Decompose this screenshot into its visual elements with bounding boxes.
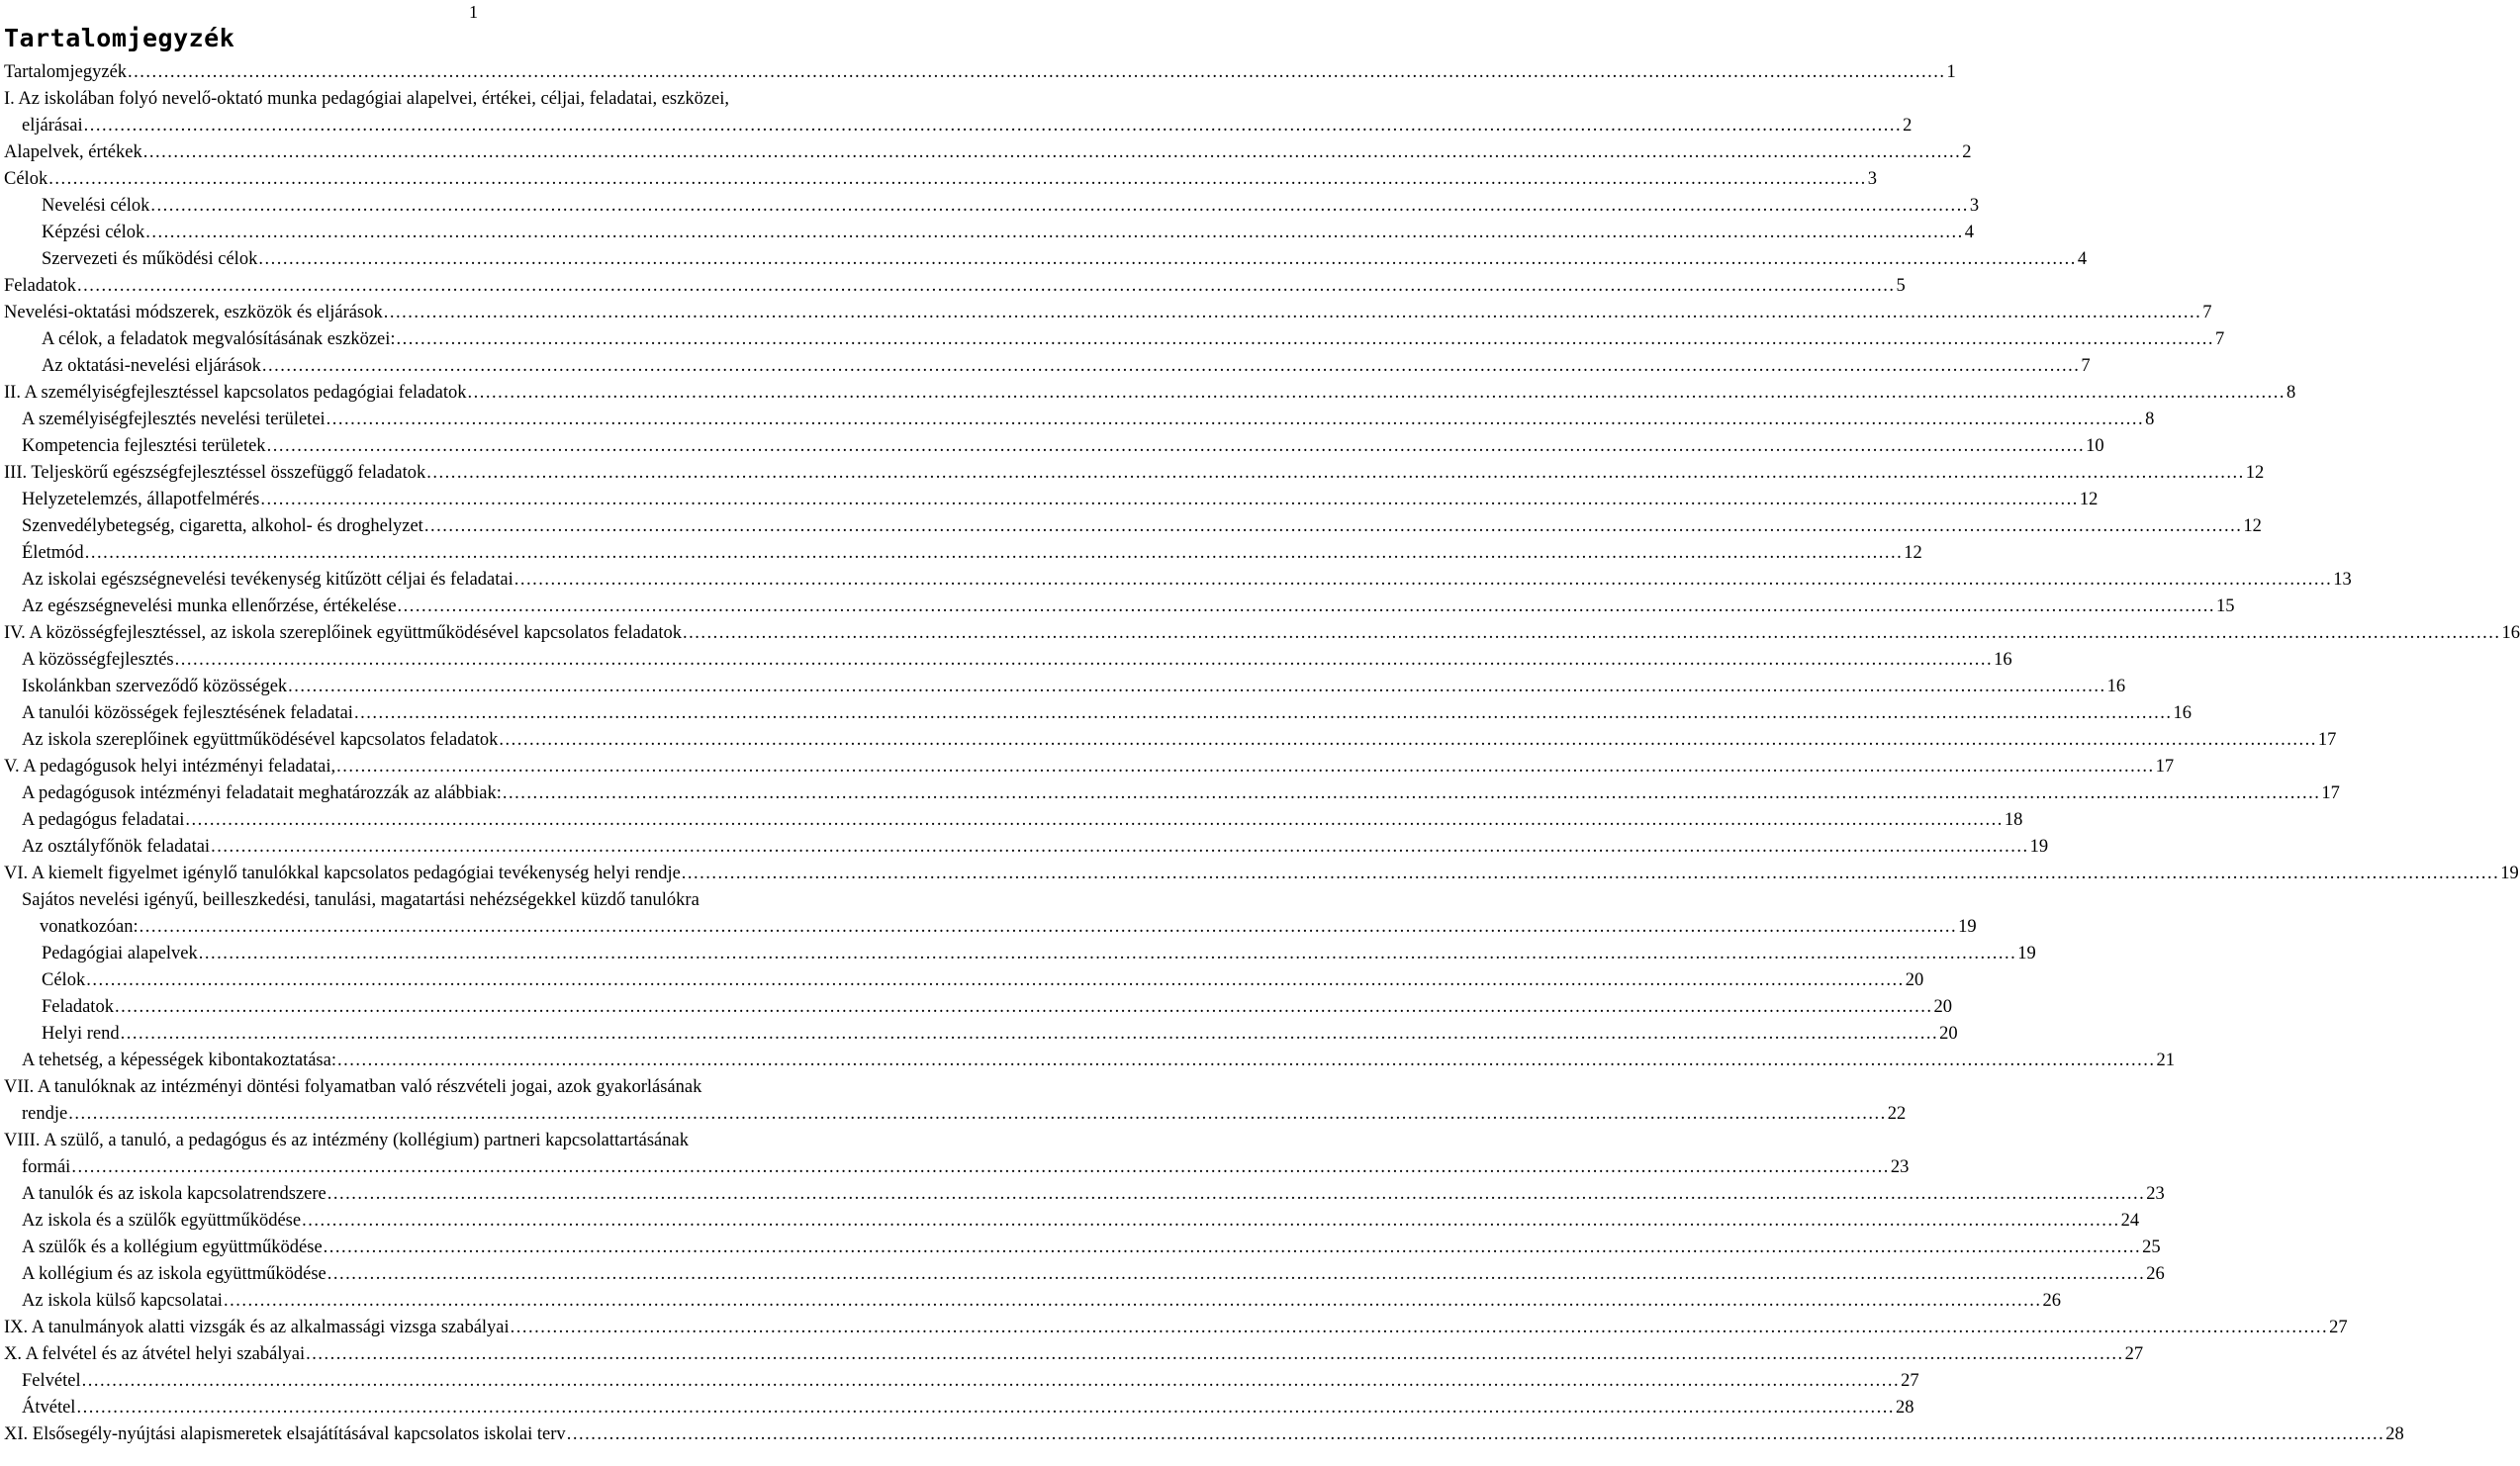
toc-entry-page: 7 <box>2215 329 2225 349</box>
dot-leader: ............................................................................................................................................................................................................................................................................................................ <box>86 970 1905 990</box>
toc-entry-page: 1 <box>1946 62 1956 82</box>
dot-leader: ............................................................................................................................................................................................................................................................................................................ <box>211 837 2029 857</box>
toc-entry-title: Tartalomjegyzék <box>4 62 128 82</box>
toc-entry-page: 19 <box>2029 837 2049 857</box>
toc-entry-page: 26 <box>2146 1264 2165 1284</box>
dot-leader: ............................................................................................................................................................................................................................................................................................................ <box>423 516 2243 536</box>
dot-leader: ............................................................................................................................................................................................................................................................................................................ <box>76 276 1896 296</box>
dot-leader: ............................................................................................................................................................................................................................................................................................................ <box>323 1237 2142 1257</box>
toc-entry-page: 21 <box>2156 1051 2175 1070</box>
dot-leader: ............................................................................................................................................................................................................................................................................................................ <box>499 730 2317 750</box>
dot-leader: ............................................................................................................................................................................................................................................................................................................ <box>397 596 2216 616</box>
toc-entry[interactable] <box>0 326 2225 353</box>
dot-leader: ............................................................................................................................................................................................................................................................................................................ <box>68 1104 1887 1124</box>
table-of-contents <box>0 59 2520 1448</box>
toc-entry-page: 12 <box>2245 463 2265 483</box>
toc-entry-title: X. A felvétel és az átvétel helyi szabályai <box>4 1344 306 1364</box>
toc-entry-page: 26 <box>2042 1291 2061 1311</box>
toc-entry-page: 17 <box>2155 757 2175 777</box>
toc-entry-page: 17 <box>2321 783 2340 803</box>
toc-entry-title: Sajátos nevelési igényű, beilleszkedési, tanulási, magatartási nehézségekkel küzdő tanulókra <box>22 890 700 910</box>
toc-entry-title: III. Teljeskörű egészségfejlesztéssel összefüggő feladatok <box>4 463 426 483</box>
dot-leader: ............................................................................................................................................................................................................................................................................................................ <box>566 1424 2385 1444</box>
toc-entry-page: 27 <box>2329 1318 2348 1337</box>
dot-leader: ............................................................................................................................................................................................................................................................................................................ <box>185 810 2004 830</box>
toc-entry[interactable] <box>0 139 1972 166</box>
toc-entry[interactable] <box>0 433 2104 460</box>
toc-entry-title: A személyiségfejlesztés nevelési területei <box>22 410 326 429</box>
toc-entry[interactable] <box>0 246 2088 273</box>
toc-entry-title: A tanulók és az iskola kapcsolatrendszere <box>22 1184 327 1204</box>
toc-entry[interactable] <box>0 1235 2161 1261</box>
dot-leader: ............................................................................................................................................................................................................................................................................................................ <box>683 623 2501 643</box>
toc-entry[interactable] <box>0 1341 2144 1368</box>
toc-entry-title: Életmód <box>22 543 84 563</box>
toc-entry[interactable] <box>0 807 2023 834</box>
toc-entry-title: Az osztályfőnök feladatai <box>22 837 211 857</box>
toc-entry-page: 13 <box>2333 570 2352 590</box>
toc-entry[interactable] <box>0 300 2212 326</box>
toc-entry[interactable] <box>0 567 2352 594</box>
toc-entry-page: 20 <box>1933 997 1952 1017</box>
toc-entry[interactable] <box>0 1261 2165 1288</box>
dot-leader: ............................................................................................................................................................................................................................................................................................................ <box>76 1398 1895 1418</box>
toc-entry-title-continued: vonatkozóan: <box>40 917 139 937</box>
dot-leader: ............................................................................................................................................................................................................................................................................................................ <box>260 490 2079 509</box>
toc-entry-page: 19 <box>2500 864 2519 883</box>
toc-entry[interactable] <box>0 780 2340 807</box>
toc-entry-title: Célok <box>42 970 86 990</box>
toc-entry-page: 12 <box>1904 543 1922 563</box>
toc-entry[interactable] <box>0 1021 1958 1048</box>
dot-leader: ............................................................................................................................................................................................................................................................................................................ <box>114 997 1933 1017</box>
toc-entry-page: 2 <box>1903 116 1913 136</box>
toc-entry[interactable] <box>0 727 2337 754</box>
toc-entry-page: 3 <box>1969 196 1980 216</box>
toc-entry-title: A pedagógus feladatai <box>22 810 185 830</box>
toc-entry-page: 20 <box>1905 970 1924 990</box>
toc-entry-title: A célok, a feladatok megvalósításának eszközei: <box>42 329 396 349</box>
dot-leader: ............................................................................................................................................................................................................................................................................................................ <box>306 1344 2124 1364</box>
toc-entry-title: Helyzetelemzés, állapotfelmérés <box>22 490 260 509</box>
toc-entry-page: 24 <box>2120 1211 2140 1231</box>
toc-entry-title: VIII. A szülő, a tanuló, a pedagógus és az intézmény (kollégium) partneri kapcsolattartásának <box>4 1131 689 1150</box>
toc-entry-title: Az iskolai egészségnevelési tevékenység kitűzött céljai és feladatai <box>22 570 513 590</box>
toc-entry[interactable] <box>0 1288 2061 1315</box>
toc-entry-title: Célok <box>4 169 48 189</box>
toc-entry-title: A szülők és a kollégium együttműködése <box>22 1237 323 1257</box>
dot-leader: ............................................................................................................................................................................................................................................................................................................ <box>383 303 2202 322</box>
dot-leader: ............................................................................................................................................................................................................................................................................................................ <box>198 944 2017 963</box>
toc-entry-title: Az egészségnevelési munka ellenőrzése, értékelése <box>22 596 397 616</box>
toc-entry-title: V. A pedagógusok helyi intézményi feladatai, <box>4 757 336 777</box>
toc-entry[interactable] <box>0 754 2175 780</box>
toc-entry-page: 18 <box>2004 810 2023 830</box>
toc-entry[interactable] <box>0 380 2296 407</box>
toc-entry-title: VI. A kiemelt figyelmet igénylő tanulókkal kapcsolatos pedagógiai tevékenység helyi rendje <box>4 864 681 883</box>
toc-entry-page: 23 <box>2146 1184 2165 1204</box>
toc-entry-title: A közösségfejlesztés <box>22 650 174 670</box>
toc-entry[interactable] <box>0 1395 1914 1421</box>
dot-leader: ............................................................................................................................................................................................................................................................................................................ <box>467 383 2286 403</box>
page-number: 1 <box>469 2 478 22</box>
toc-entry[interactable] <box>0 967 1924 994</box>
toc-entry-page: 16 <box>2173 703 2192 723</box>
toc-entry[interactable] <box>0 1074 1907 1128</box>
dot-leader: ............................................................................................................................................................................................................................................................................................................ <box>681 864 2500 883</box>
dot-leader: ............................................................................................................................................................................................................................................................................................................ <box>83 116 1903 136</box>
toc-entry-page: 16 <box>1994 650 2012 670</box>
dot-leader: ............................................................................................................................................................................................................................................................................................................ <box>302 1211 2120 1231</box>
dot-leader: ............................................................................................................................................................................................................................................................................................................ <box>510 1318 2329 1337</box>
toc-entry[interactable] <box>0 674 2126 700</box>
toc-entry-title: Helyi rend <box>42 1024 120 1044</box>
toc-entry[interactable] <box>0 1208 2140 1235</box>
toc-entry-title: Feladatok <box>42 997 114 1017</box>
dot-leader: ............................................................................................................................................................................................................................................................................................................ <box>48 169 1867 189</box>
dot-leader: ............................................................................................................................................................................................................................................................................................................ <box>139 917 1958 937</box>
toc-entry[interactable] <box>0 700 2192 727</box>
toc-entry-page: 12 <box>2243 516 2262 536</box>
toc-entry[interactable] <box>0 1368 1919 1395</box>
toc-entry-title: VII. A tanulóknak az intézményi döntési folyamatban való részvételi jogai, azok gyakorlásának <box>4 1077 702 1097</box>
dot-leader: ............................................................................................................................................................................................................................................................................................................ <box>150 196 1969 216</box>
toc-entry-title: Az iskola szereplőinek együttműködésével kapcsolatos feladatok <box>22 730 499 750</box>
toc-entry-page: 22 <box>1887 1104 1907 1124</box>
toc-entry-title: Pedagógiai alapelvek <box>42 944 198 963</box>
dot-leader: ............................................................................................................................................................................................................................................................................................................ <box>327 1264 2146 1284</box>
toc-entry-page: 7 <box>2202 303 2212 322</box>
dot-leader: ............................................................................................................................................................................................................................................................................................................ <box>513 570 2333 590</box>
toc-entry-title-continued: formái <box>22 1157 71 1177</box>
toc-entry-title: XI. Elsősegély-nyújtási alapismeretek elsajátításával kapcsolatos iskolai terv <box>4 1424 566 1444</box>
toc-entry[interactable] <box>0 513 2262 540</box>
toc-entry-page: 7 <box>2081 356 2091 376</box>
dot-leader: ............................................................................................................................................................................................................................................................................................................ <box>145 223 1964 242</box>
toc-title: Tartalomjegyzék <box>4 24 235 52</box>
toc-entry[interactable] <box>0 540 1922 567</box>
toc-entry-title: A tanulói közösségek fejlesztésének feladatai <box>22 703 353 723</box>
dot-leader: ............................................................................................................................................................................................................................................................................................................ <box>336 757 2155 777</box>
dot-leader: ............................................................................................................................................................................................................................................................................................................ <box>288 677 2106 696</box>
toc-entry[interactable] <box>0 1048 2175 1074</box>
toc-entry[interactable] <box>0 1181 2165 1208</box>
toc-entry-page: 16 <box>2501 623 2520 643</box>
toc-entry-page: 4 <box>2077 249 2088 269</box>
toc-entry[interactable] <box>0 834 2049 861</box>
toc-entry[interactable] <box>0 887 1977 941</box>
dot-leader: ............................................................................................................................................................................................................................................................................................................ <box>353 703 2173 723</box>
toc-entry-page: 2 <box>1962 142 1972 162</box>
dot-leader: ............................................................................................................................................................................................................................................................................................................ <box>396 329 2215 349</box>
toc-entry-page: 17 <box>2317 730 2337 750</box>
dot-leader: ............................................................................................................................................................................................................................................................................................................ <box>142 142 1962 162</box>
toc-entry[interactable] <box>0 407 2155 433</box>
toc-entry-title: Feladatok <box>4 276 76 296</box>
toc-entry-page: 15 <box>2216 596 2235 616</box>
toc-entry-page: 5 <box>1896 276 1906 296</box>
toc-entry-page: 16 <box>2106 677 2126 696</box>
toc-entry[interactable] <box>0 487 2099 513</box>
dot-leader: ............................................................................................................................................................................................................................................................................................................ <box>337 1051 2156 1070</box>
toc-entry-page: 8 <box>2145 410 2155 429</box>
toc-entry-title: IV. A közösségfejlesztéssel, az iskola szereplőinek együttműködésével kapcsolatos feladatok <box>4 623 682 643</box>
dot-leader: ............................................................................................................................................................................................................................................................................................................ <box>223 1291 2042 1311</box>
dot-leader: ............................................................................................................................................................................................................................................................................................................ <box>327 1184 2146 1204</box>
toc-entry-page: 28 <box>1895 1398 1914 1418</box>
toc-entry-page: 28 <box>2385 1424 2404 1444</box>
toc-entry[interactable] <box>0 620 2520 647</box>
toc-entry-page: 19 <box>2017 944 2036 963</box>
toc-entry[interactable] <box>0 59 1956 86</box>
toc-entry[interactable] <box>0 193 1980 220</box>
toc-entry-page: 19 <box>1958 917 1977 937</box>
toc-entry-title: II. A személyiségfejlesztéssel kapcsolatos pedagógiai feladatok <box>4 383 467 403</box>
toc-entry-page: 12 <box>2079 490 2099 509</box>
toc-entry-title-continued: rendje <box>22 1104 68 1124</box>
toc-entry-title: A tehetség, a képességek kibontakoztatása: <box>22 1051 336 1070</box>
toc-entry-title: Nevelési célok <box>42 196 150 216</box>
toc-entry-title: Szervezeti és működési célok <box>42 249 258 269</box>
toc-entry[interactable] <box>0 941 2036 967</box>
toc-entry-page: 27 <box>1901 1371 1919 1391</box>
toc-entry[interactable] <box>0 994 1952 1021</box>
toc-entry[interactable] <box>0 1421 2404 1448</box>
toc-entry[interactable] <box>0 220 1975 246</box>
toc-entry[interactable] <box>0 86 1913 139</box>
dot-leader: ............................................................................................................................................................................................................................................................................................................ <box>174 650 1994 670</box>
dot-leader: ............................................................................................................................................................................................................................................................................................................ <box>258 249 2077 269</box>
dot-leader: ............................................................................................................................................................................................................................................................................................................ <box>426 463 2245 483</box>
toc-entry[interactable] <box>0 594 2235 620</box>
dot-leader: ............................................................................................................................................................................................................................................................................................................ <box>326 410 2145 429</box>
toc-entry-title-continued: eljárásai <box>22 116 83 136</box>
toc-entry-page: 23 <box>1890 1157 1910 1177</box>
toc-entry-page: 10 <box>2086 436 2104 456</box>
toc-entry-page: 8 <box>2286 383 2296 403</box>
dot-leader: ............................................................................................................................................................................................................................................................................................................ <box>261 356 2081 376</box>
dot-leader: ............................................................................................................................................................................................................................................................................................................ <box>71 1157 1890 1177</box>
toc-entry-title: Képzési célok <box>42 223 145 242</box>
dot-leader: ............................................................................................................................................................................................................................................................................................................ <box>120 1024 1939 1044</box>
dot-leader: ............................................................................................................................................................................................................................................................................................................ <box>128 62 1946 82</box>
toc-entry-title: Átvétel <box>22 1398 76 1418</box>
toc-entry-page: 27 <box>2124 1344 2144 1364</box>
toc-entry[interactable] <box>0 861 2519 887</box>
toc-entry[interactable] <box>0 1315 2348 1341</box>
toc-entry-title: A pedagógusok intézményi feladatait meghatározzák az alábbiak: <box>22 783 502 803</box>
toc-entry-title: Nevelési-oktatási módszerek, eszközök és eljárások <box>4 303 383 322</box>
toc-entry-title: I. Az iskolában folyó nevelő-oktató munka pedagógiai alapelvei, értékei, céljai, feladatai, eszközei, <box>4 89 730 109</box>
toc-entry-page: 3 <box>1867 169 1877 189</box>
toc-entry-title: Felvétel <box>22 1371 81 1391</box>
dot-leader: ............................................................................................................................................................................................................................................................................................................ <box>84 543 1904 563</box>
toc-entry-title: A kollégium és az iskola együttműködése <box>22 1264 327 1284</box>
toc-entry-page: 25 <box>2142 1237 2161 1257</box>
dot-leader: ............................................................................................................................................................................................................................................................................................................ <box>266 436 2086 456</box>
toc-entry-title: Szenvedélybetegség, cigaretta, alkohol- és droghelyzet <box>22 516 423 536</box>
toc-entry-title: Alapelvek, értékek <box>4 142 142 162</box>
toc-entry[interactable] <box>0 273 1906 300</box>
toc-entry-title: Az oktatási-nevelési eljárások <box>42 356 261 376</box>
toc-entry[interactable] <box>0 166 1877 193</box>
toc-entry-page: 4 <box>1964 223 1975 242</box>
toc-entry[interactable] <box>0 460 2265 487</box>
toc-entry-page: 20 <box>1939 1024 1958 1044</box>
toc-entry[interactable] <box>0 353 2091 380</box>
toc-entry-title: Az iskola és a szülők együttműködése <box>22 1211 302 1231</box>
dot-leader: ............................................................................................................................................................................................................................................................................................................ <box>502 783 2321 803</box>
toc-entry[interactable] <box>0 1128 1910 1181</box>
toc-entry-title: Kompetencia fejlesztési területek <box>22 436 266 456</box>
dot-leader: ............................................................................................................................................................................................................................................................................................................ <box>81 1371 1901 1391</box>
toc-entry-title: Az iskola külső kapcsolatai <box>22 1291 223 1311</box>
toc-entry[interactable] <box>0 647 2012 674</box>
toc-entry-title: IX. A tanulmányok alatti vizsgák és az alkalmassági vizsga szabályai <box>4 1318 510 1337</box>
toc-entry-title: Iskolánkban szerveződő közösségek <box>22 677 288 696</box>
